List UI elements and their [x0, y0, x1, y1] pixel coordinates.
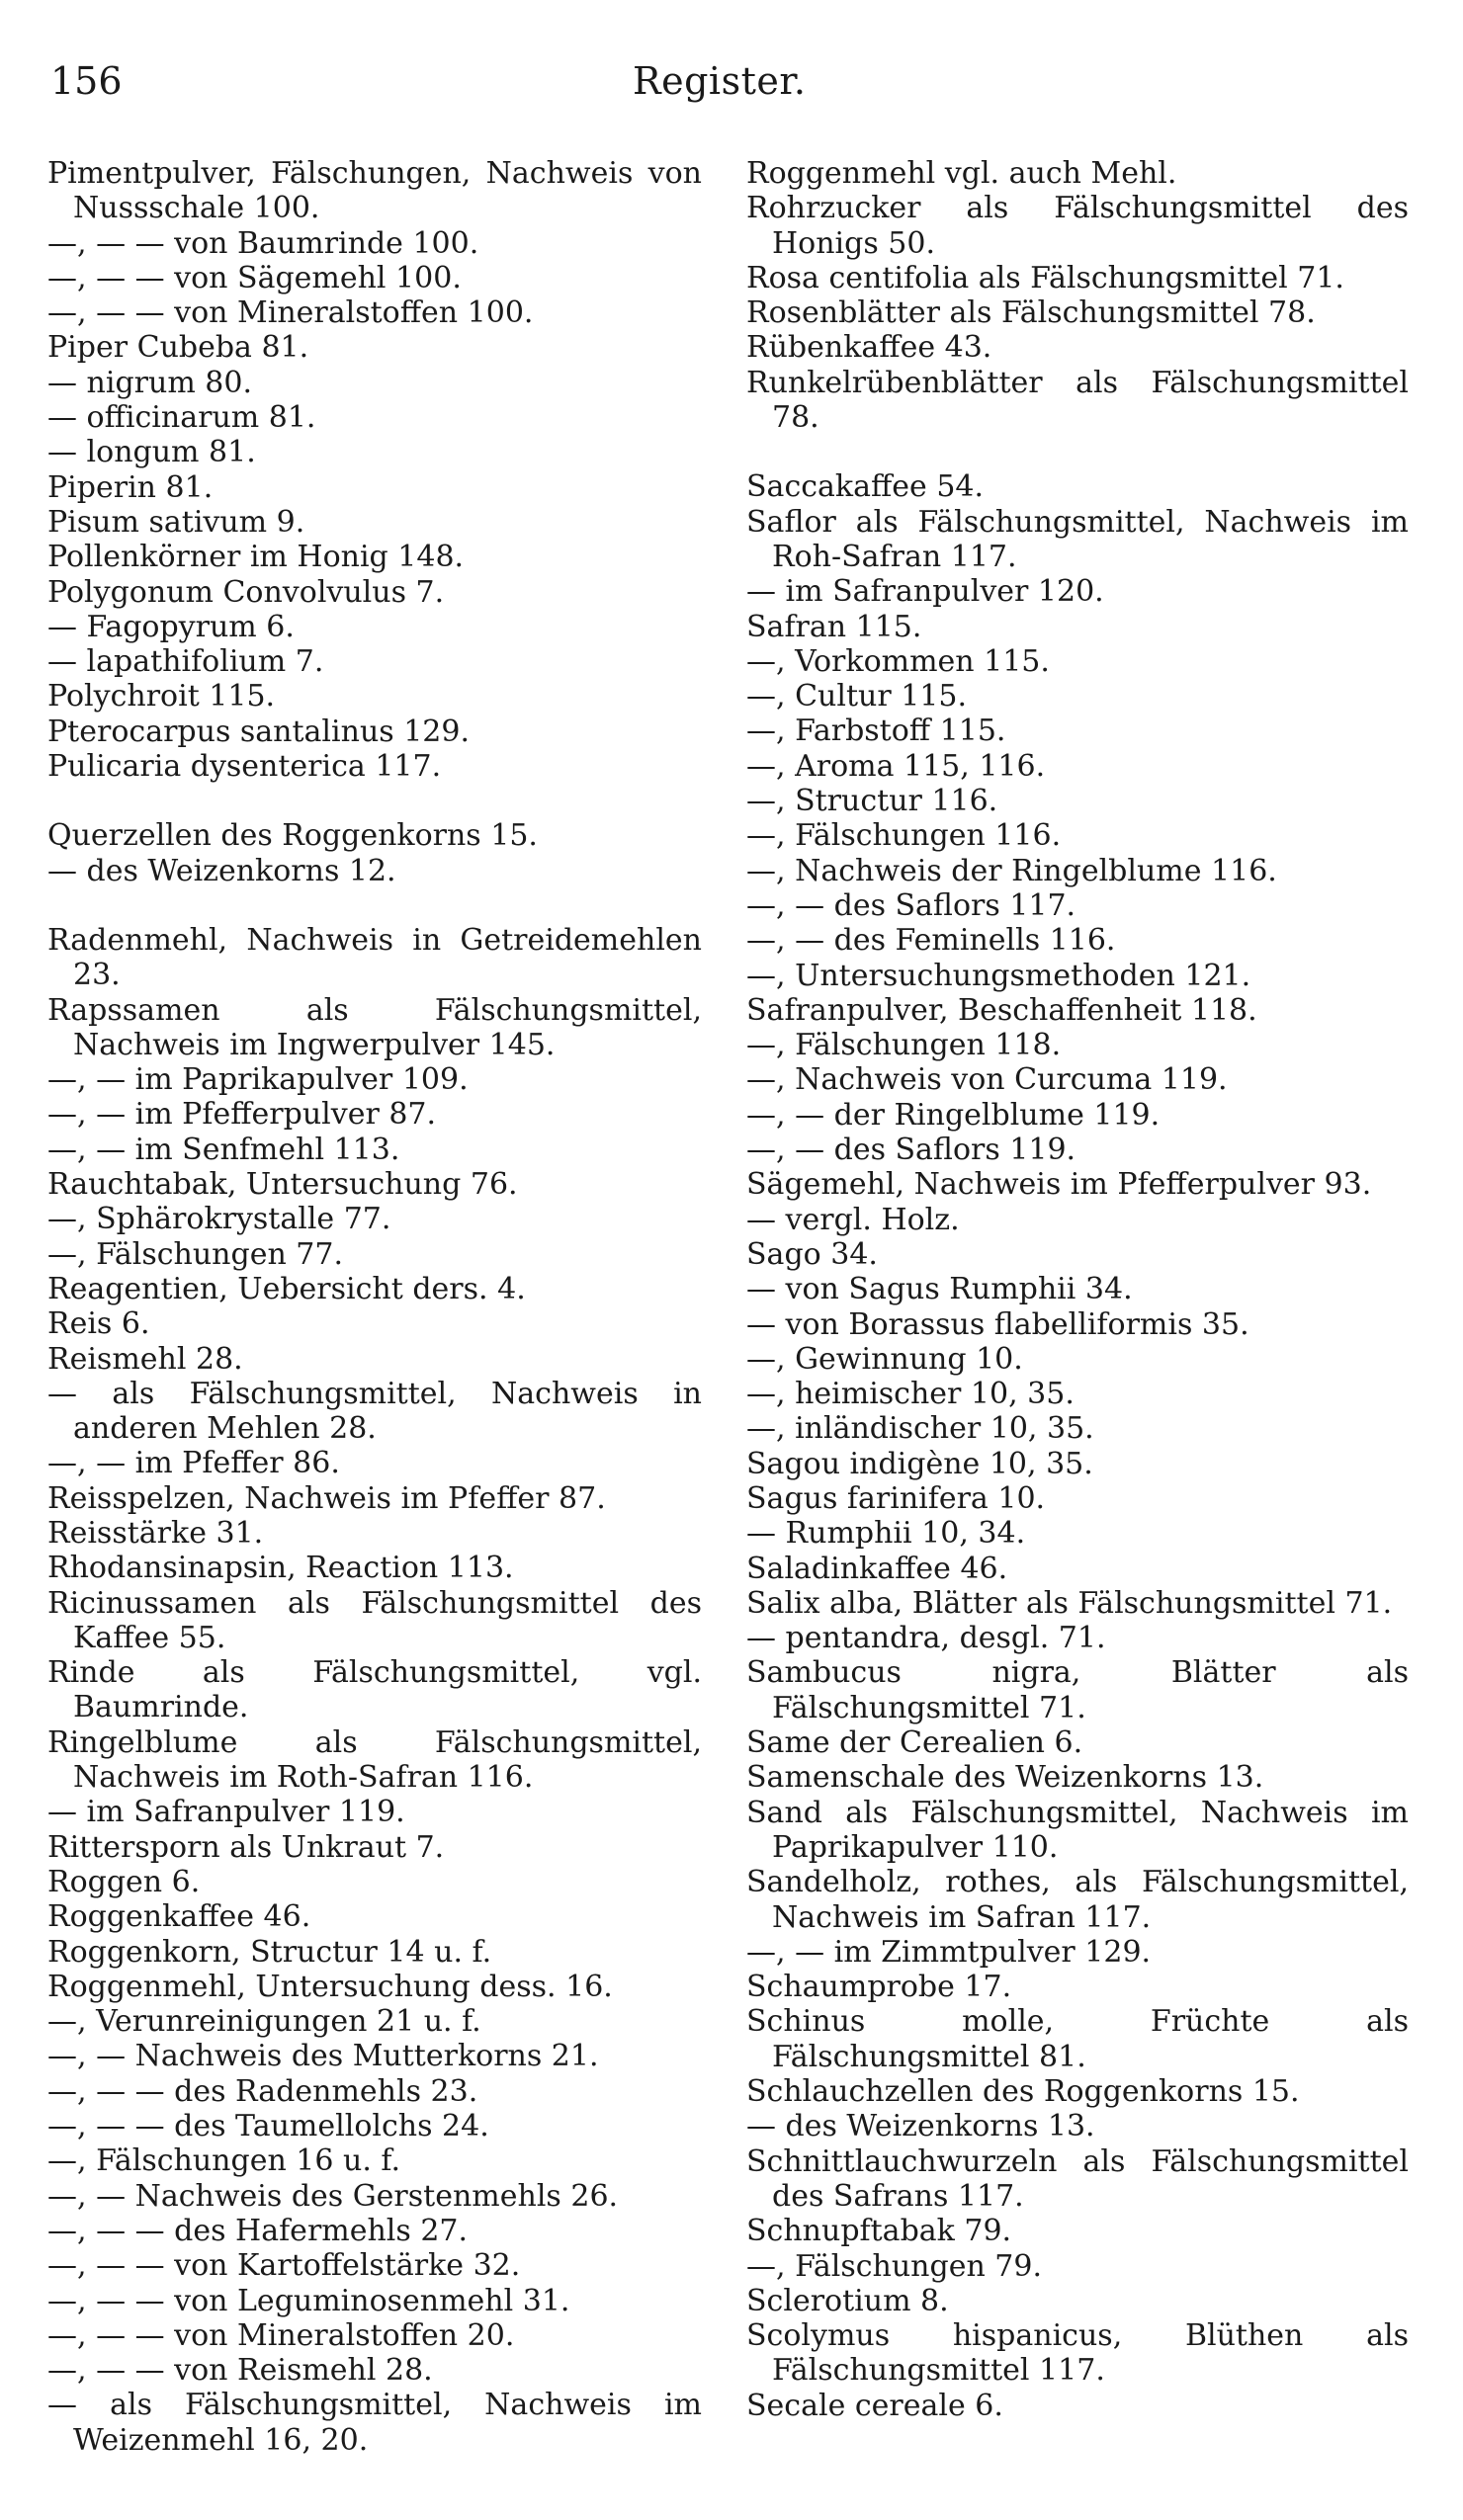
index-entry: — des Weizenkorns 13.: [746, 2109, 1095, 2144]
index-entry: Pollenkörner im Honig 148.: [47, 540, 465, 575]
index-entry: Piperin 81.: [47, 469, 214, 505]
index-entry: Sand als Fälschungsmittel, Nachweis im Paprikapulver 110.: [746, 1795, 1409, 1865]
index-entry: Pimentpulver, Fälschungen, Nachweis von Nussschale 100.: [47, 156, 702, 226]
index-entry: Same der Cerealien 6.: [746, 1725, 1083, 1761]
index-entry: Schnupftabak 79.: [746, 2214, 1012, 2249]
index-entry: Runkelrübenblätter als Fälschungsmittel 78.: [746, 365, 1409, 436]
index-entry: Salix alba, Blätter als Fälschungsmittel 71.: [746, 1585, 1393, 1621]
index-entry: Schaumprobe 17.: [746, 1970, 1012, 2005]
index-entry: —, Structur 116.: [746, 784, 998, 819]
index-entry: Rübenkaffee 43.: [746, 330, 992, 366]
index-entry: Sagou indigène 10, 35.: [746, 1446, 1093, 1481]
index-entry: —, — Nachweis des Mutterkorns 21.: [47, 2039, 599, 2074]
index-entry: — lapathifolium 7.: [47, 644, 324, 680]
index-entry: Rosa centifolia als Fälschungsmittel 71.: [746, 260, 1344, 295]
index-entry: Schlauchzellen des Roggenkorns 15.: [746, 2074, 1300, 2110]
index-entry: — Fagopyrum 6.: [47, 609, 295, 644]
index-entry: —, — des Saflors 117.: [746, 887, 1076, 923]
index-entry: —, Untersuchungsmethoden 121.: [746, 958, 1251, 993]
running-head: Register.: [633, 59, 807, 103]
index-entry: Pterocarpus santalinus 129.: [47, 714, 470, 749]
index-entry: Safranpulver, Beschaffenheit 118.: [746, 992, 1257, 1028]
index-entry: — officinarum 81.: [47, 400, 316, 436]
index-entry: —, Cultur 115.: [746, 679, 967, 714]
index-entry: — als Fälschungsmittel, Nachweis im Weizenmehl 16, 20.: [47, 2388, 702, 2458]
index-entry: —, Nachweis der Ringelblume 116.: [746, 853, 1277, 888]
index-entry: —, — — von Mineralstoffen 20.: [47, 2317, 515, 2353]
index-entry: —, Fälschungen 118.: [746, 1028, 1062, 1063]
index-entry: —, Verunreinigungen 21 u. f.: [47, 2004, 481, 2040]
index-entry: Ringelblume als Fälschungsmittel, Nachweis im Roth-Safran 116.: [47, 1724, 702, 1796]
index-entry: Reis 6.: [47, 1306, 150, 1342]
index-entry: — longum 81.: [47, 435, 256, 470]
index-entry: Sambucus nigra, Blätter als Fälschungsmittel 71.: [746, 1655, 1409, 1725]
index-entry: Reagentien, Uebersicht ders. 4.: [47, 1271, 526, 1306]
index-entry: Rohrzucker als Fälschungsmittel des Honigs 50.: [746, 191, 1409, 261]
index-column-right: [746, 156, 1409, 2423]
index-entry: —, — — des Hafermehls 27.: [47, 2213, 469, 2248]
index-entry: Sandelholz, rothes, als Fälschungsmittel, Nachweis im Safran 117.: [746, 1865, 1409, 1935]
index-entry: Saflor als Fälschungsmittel, Nachweis im Roh-Safran 117.: [746, 504, 1409, 574]
index-entry: —, Aroma 115, 116.: [746, 748, 1046, 784]
index-entry: Rosenblätter als Fälschungsmittel 78.: [746, 295, 1316, 331]
index-entry: —, Sphärokrystalle 77.: [47, 1202, 391, 1237]
index-entry: Roggen 6.: [47, 1864, 201, 1899]
index-entry: Schnittlauchwurzeln als Fälschungsmittel des Safrans 117.: [746, 2143, 1409, 2214]
index-entry: Rittersporn als Unkraut 7.: [47, 1829, 445, 1865]
index-entry: Scolymus hispanicus, Blüthen als Fälschungsmittel 117.: [746, 2318, 1409, 2389]
index-entry: Rhodansinapsin, Reaction 113.: [47, 1551, 514, 1586]
index-entry: Pulicaria dysenterica 117.: [47, 749, 442, 785]
index-entry: Roggenmehl vgl. auch Mehl.: [746, 156, 1177, 191]
index-entry: — als Fälschungsmittel, Nachweis in anderen Mehlen 28.: [47, 1376, 702, 1447]
index-entry: —, — — von Sägemehl 100.: [47, 260, 462, 295]
index-entry: Roggenkorn, Structur 14 u. f.: [47, 1934, 492, 1970]
index-entry: —, Fälschungen 77.: [47, 1236, 344, 1272]
index-entry: —, — im Paprikapulver 109.: [47, 1062, 469, 1098]
index-entry: Sagus farinifera 10.: [746, 1480, 1046, 1516]
index-entry: —, — — von Baumrinde 100.: [47, 225, 479, 261]
index-entry: —, — im Zimmtpulver 129.: [746, 1934, 1152, 1970]
index-column-left: [47, 156, 702, 2458]
index-entry: — des Weizenkorns 12.: [47, 853, 396, 888]
index-entry: —, heimischer 10, 35.: [746, 1377, 1075, 1412]
index-entry: Rinde als Fälschungsmittel, vgl. Baumrinde.: [47, 1655, 702, 1725]
index-entry: Reismehl 28.: [47, 1341, 243, 1377]
index-entry: —, — im Senfmehl 113.: [47, 1132, 400, 1167]
index-entry: Samenschale des Weizenkorns 13.: [746, 1760, 1264, 1796]
index-entry: —, — — von Leguminosenmehl 31.: [47, 2283, 570, 2318]
page-number: 156: [50, 59, 123, 103]
index-entry: — im Safranpulver 119.: [47, 1795, 405, 1830]
index-entry: — von Borassus flabelliformis 35.: [746, 1306, 1249, 1342]
index-entry: —, Nachweis von Curcuma 119.: [746, 1062, 1228, 1098]
index-entry: —, Fälschungen 116.: [746, 818, 1062, 854]
index-entry: Querzellen des Roggenkorns 15.: [47, 818, 538, 854]
index-entry: —, Vorkommen 115.: [746, 643, 1050, 679]
index-entry: Sago 34.: [746, 1236, 878, 1272]
index-entry: Polychroit 115.: [47, 679, 276, 714]
index-entry: Schinus molle, Früchte als Fälschungsmittel 81.: [746, 2004, 1409, 2074]
index-entry: —, — — des Taumellolchs 24.: [47, 2109, 489, 2144]
index-entry: — vergl. Holz.: [746, 1202, 960, 1237]
section-gap: [746, 435, 1409, 469]
index-entry: —, — — des Radenmehls 23.: [47, 2073, 478, 2109]
index-entry: Reisstärke 31.: [47, 1515, 264, 1551]
index-entry: Piper Cubeba 81.: [47, 330, 309, 366]
index-entry: —, — des Saflors 119.: [746, 1133, 1076, 1168]
index-entry: Radenmehl, Nachweis in Getreidemehlen 23.: [47, 922, 702, 993]
index-entry: Pisum sativum 9.: [47, 504, 305, 540]
index-entry: Reisspelzen, Nachweis im Pfeffer 87.: [47, 1480, 606, 1516]
index-entry: —, — im Pfefferpulver 87.: [47, 1097, 437, 1133]
index-entry: Sclerotium 8.: [746, 2283, 949, 2318]
index-entry: —, — der Ringelblume 119.: [746, 1097, 1161, 1133]
index-entry: —, Fälschungen 79.: [746, 2248, 1043, 2284]
section-gap: [47, 888, 702, 923]
index-entry: —, Farbstoff 115.: [746, 714, 1006, 749]
index-entry: — von Sagus Rumphii 34.: [746, 1272, 1133, 1307]
index-entry: Rapssamen als Fälschungsmittel, Nachweis im Ingwerpulver 145.: [47, 992, 702, 1062]
index-entry: Roggenmehl, Untersuchung dess. 16.: [47, 1969, 613, 2004]
index-entry: Safran 115.: [746, 609, 922, 644]
index-entry: —, Fälschungen 16 u. f.: [47, 2143, 400, 2179]
index-entry: Saladinkaffee 46.: [746, 1551, 1008, 1586]
index-entry: —, — im Pfeffer 86.: [47, 1446, 340, 1481]
index-entry: Polygonum Convolvulus 7.: [47, 574, 445, 610]
index-entry: Ricinussamen als Fälschungsmittel des Kaffee 55.: [47, 1585, 702, 1655]
index-entry: — Rumphii 10, 34.: [746, 1516, 1026, 1552]
index-entry: Roggenkaffee 46.: [47, 1899, 311, 1935]
index-entry: Secale cereale 6.: [746, 2388, 1003, 2423]
index-entry: Rauchtabak, Untersuchung 76.: [47, 1167, 518, 1203]
index-entry: — pentandra, desgl. 71.: [746, 1621, 1106, 1656]
index-entry: —, inländischer 10, 35.: [746, 1411, 1094, 1447]
section-gap: [47, 784, 702, 818]
index-entry: —, — Nachweis des Gerstenmehls 26.: [47, 2178, 619, 2214]
index-entry: —, — — von Reismehl 28.: [47, 2353, 433, 2389]
index-entry: Saccakaffee 54.: [746, 469, 985, 505]
index-entry: Sägemehl, Nachweis im Pfefferpulver 93.: [746, 1167, 1372, 1203]
index-entry: —, — — von Mineralstoffen 100.: [47, 295, 534, 331]
index-entry: —, Gewinnung 10.: [746, 1341, 1023, 1377]
index-entry: — nigrum 80.: [47, 365, 253, 400]
index-entry: —, — des Feminells 116.: [746, 923, 1116, 959]
index-entry: — im Safranpulver 120.: [746, 574, 1104, 610]
index-entry: —, — — von Kartoffelstärke 32.: [47, 2248, 521, 2284]
